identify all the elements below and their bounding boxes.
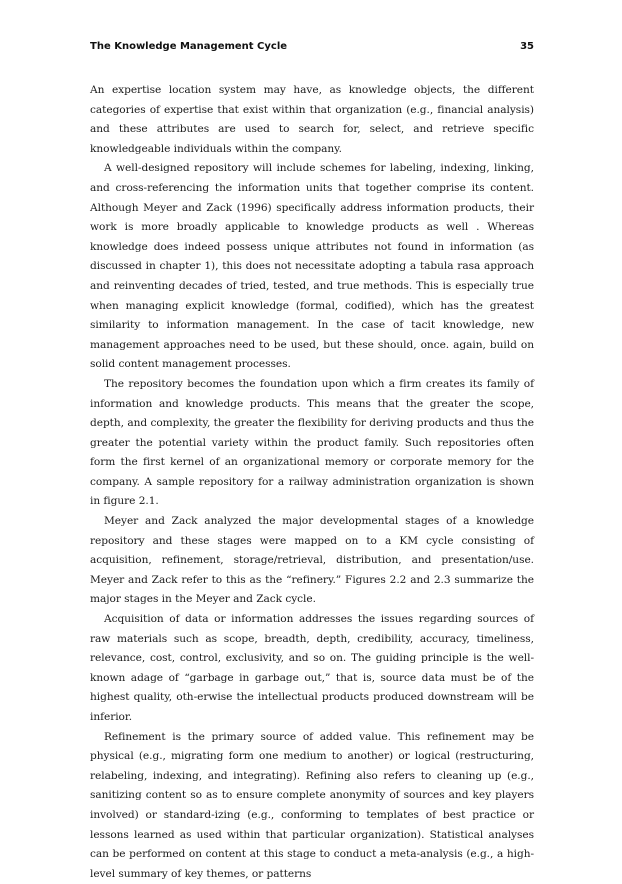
paragraph-expertise-location: An expertise location system may have, as knowledge objects, the different categories of expertise that exist within that organization (e.g., financial analysis) and these attributes are used to search for, select, and retrieve specific knowledgeable individuals within the company.	[90, 84, 534, 155]
paragraph-refinement: Refinement is the primary source of added value. This refinement may be physical (e.g., migrating form one medium to another) or logical (restructuring, relabeling, indexing, and integrating). Refining also refers to cleaning up (e.g., sanitizing content so as to ensure complete anonymity of sources and key players involved) or standard-izing (e.g., conforming to templates of best practice or lessons learned as used within that particular organization). Statistical analyses can be performed on content at this stage to conduct a meta-analysis (e.g., a high-level summary of key themes, or patterns	[90, 730, 534, 880]
paragraph-acquisition: Acquisition of data or information addresses the issues regarding sources of raw materials such as scope, breadth, depth, credibility, accuracy, timeliness, relevance, cost, control, exclusivity, and so on. The guiding principle is the well-known adage of “garbage in garbage out,” that is, source data must be of the highest quality, oth-erwise the intellectual products produced downstream will be inferior.	[90, 613, 534, 723]
paragraph-repository-foundation: The repository becomes the foundation upon which a firm creates its family of information and knowledge products. This means that the greater the scope, depth, and complexity, the greater the flexibility for deriving products and thus the greater the potential variety within the product family. Such repositories often form the first kernel of an organizational memory or corporate memory for the company. A sample repository for a railway administration organization is shown in figure 2.1.	[90, 377, 534, 508]
body-text	[90, 81, 534, 884]
page-number: 35	[520, 41, 534, 52]
running-header	[90, 41, 534, 57]
paragraph-meyer-zack-stages: Meyer and Zack analyzed the major developmental stages of a knowledge repository and these stages were mapped on to a KM cycle consisting of acquisition, refinement, storage/retrieval, distribution, and presentation/use. Meyer and Zack refer to this as the “refinery.” Figures 2.2 and 2.3 summarize the major stages in the Meyer and Zack cycle.	[90, 515, 534, 606]
paragraph-repository-design: A well-designed repository will include schemes for labeling, indexing, linking, and cross-referencing the information units that together comprise its content. Although Meyer and Zack (1996) specifically address information products, their work is more broadly applicable to knowledge products as well . Whereas knowledge does indeed possess unique attributes not found in information (as discussed in chapter 1), this does not necessitate adopting a tabula rasa approach and reinventing decades of tried, tested, and true methods. This is especially true when managing explicit knowledge (formal, codified), which has the greatest similarity to information management. In the case of tacit knowledge, new management approaches need to be used, but these should, once. again, build on solid content management processes.	[90, 162, 534, 371]
chapter-title: The Knowledge Management Cycle	[90, 41, 288, 52]
